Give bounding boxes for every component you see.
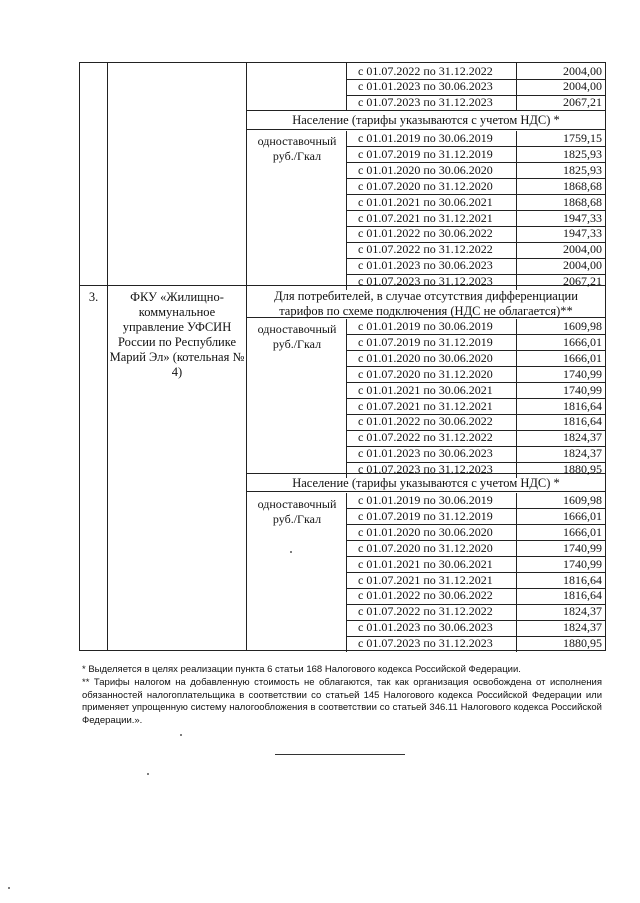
row-divider (346, 178, 606, 179)
scan-speck (180, 734, 182, 736)
tariff-value: 1609,98 (563, 319, 602, 333)
row-divider (346, 572, 606, 573)
tariff-period: с 01.01.2021 по 30.06.2021 (358, 556, 493, 571)
tariff-period: с 01.07.2022 по 31.12.2022 (358, 604, 493, 619)
scan-speck (147, 773, 149, 775)
row-divider (346, 414, 606, 415)
tariff-period: с 01.01.2020 по 30.06.2020 (358, 524, 493, 539)
organization-name: ФКУ «Жилищно-коммунальное управление УФСИН России по Республике Марий Эл» (котельная № 4) (109, 290, 245, 379)
row-divider (346, 210, 606, 211)
tariff-value: 2004,00 (563, 63, 602, 78)
tariff-period: с 01.01.2023 по 30.06.2023 (358, 446, 493, 461)
tariff-value: 2004,00 (563, 242, 602, 257)
tariff-period: с 01.07.2021 по 31.12.2021 (358, 210, 493, 225)
row-divider (346, 146, 606, 147)
tariff-value: 1740,99 (563, 540, 602, 555)
tariff-period: с 01.07.2019 по 31.12.2019 (358, 146, 493, 161)
row-divider (346, 620, 606, 621)
tariff-period: с 01.07.2021 по 31.12.2021 (358, 398, 493, 413)
tariff-period: с 01.07.2022 по 31.12.2022 (358, 430, 493, 445)
tariff-value: 1666,01 (563, 350, 602, 365)
tariff-period: с 01.07.2022 по 31.12.2022 (358, 242, 493, 257)
tariff-period: с 01.01.2019 по 30.06.2019 (358, 319, 493, 333)
tariff-value: 1666,01 (563, 508, 602, 523)
tariff-period: с 01.01.2022 по 30.06.2022 (358, 414, 493, 429)
row-divider (346, 524, 606, 525)
tariff-period: с 01.01.2020 по 30.06.2020 (358, 350, 493, 365)
tariff-value: 1824,37 (563, 604, 602, 619)
unit-label-top: одноставочный руб./Гкал (257, 134, 337, 163)
row-divider (346, 194, 606, 195)
tariff-value: 1816,64 (563, 572, 602, 587)
unit-label-population: одноставочный руб./Гкал (257, 497, 337, 526)
tariff-value: 1609,98 (563, 493, 602, 507)
tariff-period: с 01.01.2021 по 30.06.2021 (358, 382, 493, 397)
tariff-value: 1740,99 (563, 382, 602, 397)
row-divider (346, 274, 606, 275)
scan-speck (8, 887, 10, 889)
tariff-period: с 01.07.2022 по 31.12.2022 (358, 63, 493, 78)
tariff-value: 2067,21 (563, 274, 602, 289)
tariff-period: с 01.07.2021 по 31.12.2021 (358, 572, 493, 587)
tariff-period: с 01.01.2019 по 30.06.2019 (358, 493, 493, 507)
row-divider (346, 446, 606, 447)
tariff-value: 2004,00 (563, 258, 602, 273)
row-divider (346, 604, 606, 605)
population-header-top: Население (тарифы указываются с учетом НДС) * (292, 113, 560, 127)
tariff-period: с 01.07.2020 по 31.12.2020 (358, 540, 493, 555)
tariff-period: с 01.01.2023 по 30.06.2023 (358, 620, 493, 635)
tariff-period: с 01.07.2023 по 31.12.2023 (358, 636, 493, 651)
row-divider (346, 508, 606, 509)
row-divider (346, 556, 606, 557)
tariff-period: с 01.07.2019 по 31.12.2019 (358, 508, 493, 523)
row-divider (346, 226, 606, 227)
tariff-value: 1825,93 (563, 146, 602, 161)
tariff-value: 1824,37 (563, 430, 602, 445)
row-divider (346, 382, 606, 383)
tariff-period: с 01.07.2020 по 31.12.2020 (358, 366, 493, 381)
row-divider (346, 540, 606, 541)
tariff-period: с 01.01.2022 по 30.06.2022 (358, 226, 493, 241)
row-divider (346, 258, 606, 259)
tariff-period: с 01.07.2019 по 31.12.2019 (358, 334, 493, 349)
consumers-header: Для потребителей, в случае отсутствия дифференциации тарифов по схеме подключения (НДС не облагается)** (274, 289, 578, 318)
row-divider (346, 636, 606, 637)
row-divider (346, 350, 606, 351)
population-header-entry3: Население (тарифы указываются с учетом НДС) * (292, 476, 560, 490)
tariff-value: 1825,93 (563, 162, 602, 177)
tariff-value: 1816,64 (563, 398, 602, 413)
tariff-period: с 01.07.2023 по 31.12.2023 (358, 274, 493, 289)
footnote-no-vat: ** Тарифы налогом на добавленную стоимость не облагаются, так как организация освобождена от исполнения обязанностей налогоплательщика в соответствии со статьей 145 Налогового кодекса Российской Федерации или применяет упрощенную систему налогообложения в соответствии со статьей 346.11 Налогового кодекса Российской Федерации.». (82, 677, 602, 726)
tariff-value: 1740,99 (563, 366, 602, 381)
section-divider (246, 491, 606, 492)
tariff-value: 2004,00 (563, 79, 602, 94)
section-divider (246, 129, 606, 130)
row-divider (346, 242, 606, 243)
tariff-value: 1868,68 (563, 194, 602, 209)
tariff-period: с 01.01.2021 по 30.06.2021 (358, 194, 493, 209)
scan-speck (290, 551, 292, 553)
tariff-value: 1666,01 (563, 334, 602, 349)
tariff-value: 1759,15 (563, 131, 602, 145)
row-divider (346, 162, 606, 163)
row-divider (346, 79, 606, 80)
row-divider (346, 366, 606, 367)
tariff-period: с 01.01.2020 по 30.06.2020 (358, 162, 493, 177)
tariff-period: с 01.01.2019 по 30.06.2019 (358, 131, 493, 145)
tariff-period: с 01.07.2023 по 31.12.2023 (358, 95, 493, 110)
row-divider (346, 430, 606, 431)
closing-rule (275, 754, 405, 755)
tariff-value: 1824,37 (563, 620, 602, 635)
row-divider (346, 588, 606, 589)
tariff-period: с 01.01.2023 по 30.06.2023 (358, 258, 493, 273)
tariff-value: 1740,99 (563, 556, 602, 571)
tariff-period: с 01.07.2020 по 31.12.2020 (358, 178, 493, 193)
tariff-value: 1880,95 (563, 636, 602, 651)
entry-number: 3. (88, 290, 99, 304)
row-divider (346, 95, 606, 96)
row-divider (346, 334, 606, 335)
tariff-value: 1947,33 (563, 210, 602, 225)
tariff-period: с 01.01.2023 по 30.06.2023 (358, 79, 493, 94)
tariff-value: 1666,01 (563, 524, 602, 539)
tariff-value: 1816,64 (563, 414, 602, 429)
tariff-value: 1947,33 (563, 226, 602, 241)
footnote-vat: * Выделяется в целях реализации пункта 6 статьи 168 Налогового кодекса Российской Федерации. (82, 664, 521, 675)
tariff-value: 1868,68 (563, 178, 602, 193)
tariff-period: с 01.07.2023 по 31.12.2023 (358, 462, 493, 477)
tariff-value: 1816,64 (563, 588, 602, 603)
unit-label-consumers: одноставочный руб./Гкал (257, 322, 337, 351)
tariff-value: 1880,95 (563, 462, 602, 477)
tariff-value: 1824,37 (563, 446, 602, 461)
col-divider-org (246, 62, 247, 651)
tariff-value: 2067,21 (563, 95, 602, 110)
row-divider (346, 398, 606, 399)
section-divider (246, 317, 606, 318)
tariff-period: с 01.01.2022 по 30.06.2022 (358, 588, 493, 603)
row-divider (346, 462, 606, 463)
